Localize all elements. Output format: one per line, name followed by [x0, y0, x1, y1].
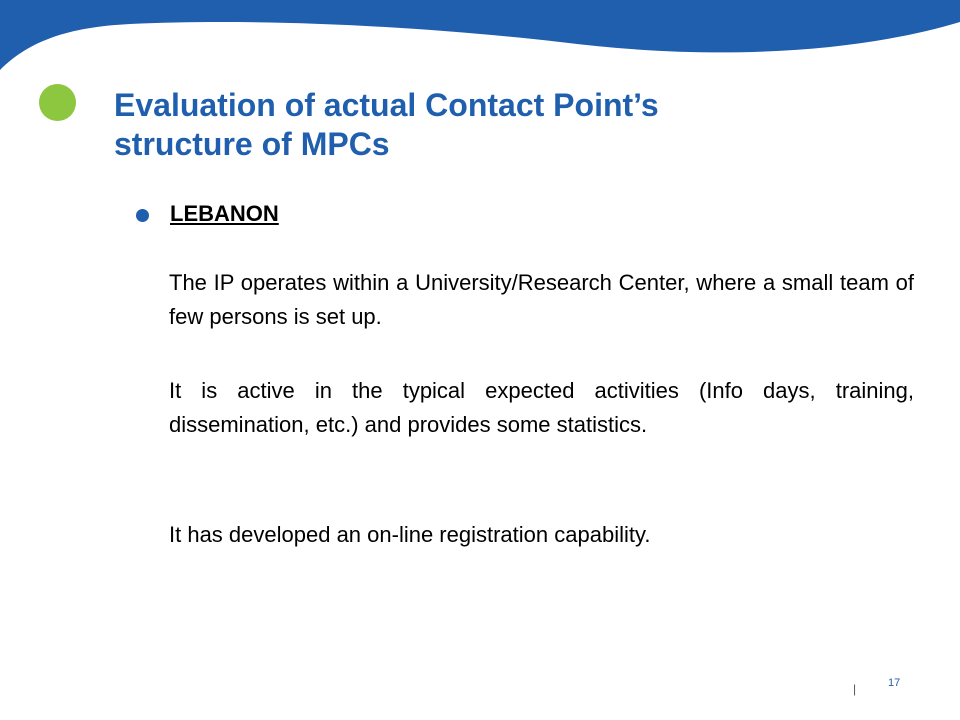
title-bullet-dot — [39, 84, 76, 121]
footer-separator: | — [853, 682, 857, 696]
slide-title-line-2: structure of MPCs — [114, 126, 390, 162]
paragraph-registration: It has developed an on-line registration capability. — [169, 522, 651, 547]
paragraph-activities: It is active in the typical expected activities (Info days, training, dissemination, etc.) and provides some statistics. — [169, 378, 914, 437]
paragraph-organization: The IP operates within a University/Research Center, where a small team of few persons is set up. — [169, 270, 914, 329]
heading-bullet — [136, 209, 149, 222]
slide-title-line-1: Evaluation of actual Contact Point’s — [114, 87, 659, 123]
slide-title — [114, 86, 914, 164]
page-number: 17 — [888, 677, 901, 689]
country-heading: LEBANON — [170, 201, 279, 226]
